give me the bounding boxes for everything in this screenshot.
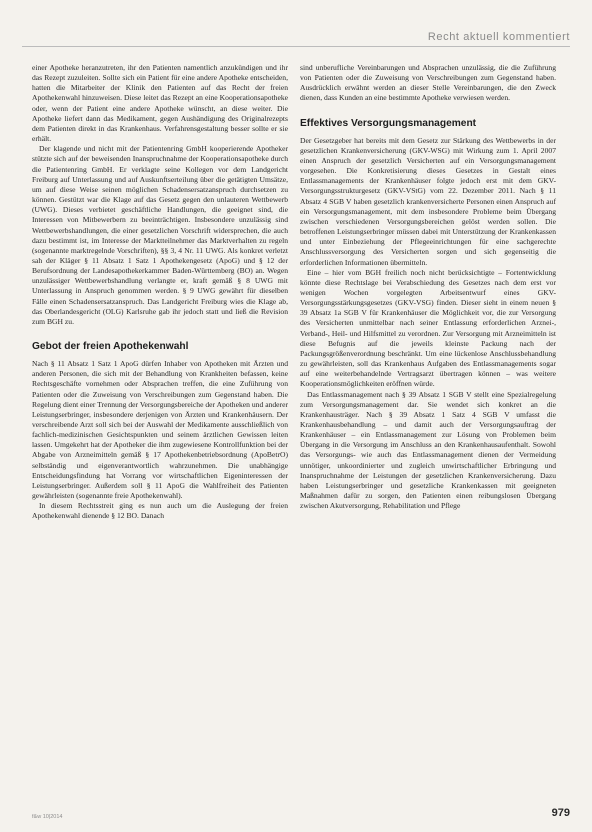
left-paragraph-1: einer Apotheke heranzutreten, ihr den Patienten namentlich anzukündigen und ihr das Rezept zuzuleiten. Sollte sich ein Patient für eine andere Apotheke entscheiden, hatten die Mitarbeiter der Klinik den Patienten auf das Recht der freien Apothekenwahl hinzuweisen. Diese leitet das Rezept an eine Kooperationsapotheke oder, wenn der Patient eine andere Apotheke wünscht, an diese weiter. Die Apotheke liefert dann das Medikament, gegen Aushändigung des Originalrezepts dem Patienten direkt in das Krankenhaus. Verfahrensgestaltung besser sollte er sie erhält.: [32, 63, 288, 144]
right-paragraph-4: Das Entlassmanagement nach § 39 Absatz 1 SGB V stellt eine Spezialregelung zum Versorgungsmanagement dar. Sie wendet sich konkret an die Krankenhausträger. Nach § 39 Absatz 1 Satz 4 SGB V umfasst die Krankenhausbehandlung – und damit auch der Versorgungsauftrag der Krankenhäuser – ein Entlassmanagement zur Lösung von Problemen beim Übergang in die Versorgung im Anschluss an den Krankenhausaufenthalt. Sowohl das Versorgungs- wie auch das Entlassmanagement dienen der Vermeidung unnötiger, unkoordinierter und zugleich unwirtschaftlicher Erbringung und Inanspruchnahme der Leistungen der gesetzlichen Krankenversicherung. Dazu haben Leistungserbringer und gesetzliche Krankenkassen mit geeigneten Maßnahmen dafür zu sorgen, den Patienten einen reibungslosen Übergang zwischen Akutversorgung, Rehabilitation und Pflege: [300, 389, 556, 511]
right-paragraph-2: Der Gesetzgeber hat bereits mit dem Gesetz zur Stärkung des Wettbewerbs in der gesetzlichen Krankenversicherung (GKV-WSG) mit Wirkung zum 1. April 2007 einen Anspruch der gesetzlich Versicherten auf ein Versorgungsmanagement vorgesehen. Die Konkretisierung dieses Gesetzes in Gestalt eines Entlassmanagements der Krankenhäuser folgte jedoch erst mit dem GKV-Versorgungsstrukturgesetz (GKV-VStG) vom 22. Dezember 2011. Nach § 11 Absatz 4 SGB V haben gesetzlich krankenversicherte Personen einen Anspruch auf ein Versorgungsmanagement, mit dem insbesondere Probleme beim Übergang zwischen verschiedenen Versorgungsbereichen gelöst werden sollen. Die betroffenen Leistungserbringer müssen dabei mit Unterstützung der Krankenkassen und unter Einbeziehung der Pflegeeinrichtungen für eine sachgerechte Anschlussversorgung des Versicherten sorgen und sich gegenseitig die erforderlichen Informationen übermitteln.: [300, 135, 556, 267]
page-number: 979: [551, 807, 570, 819]
left-section-heading: Gebot der freien Apothekenwahl: [32, 341, 189, 353]
section-label: Recht aktuell kommentiert: [427, 31, 570, 43]
journal-reference: f&w 10|2014: [32, 814, 63, 820]
right-section-heading: Effektives Versorgungsmanagement: [300, 117, 477, 129]
left-paragraph-2: Der klagende und nicht mit der Patientenring GmbH kooperierende Apotheker stützte sich auf der beweisenden Inanspruchnahme der Kooperationsapotheke durch die Patientenring GmbH. Er verklagte seine Kollegen vor dem Landgericht Freiburg auf Unterlassung und auf Auskunftserteilung über die getätigten Umsätze, um auf diese Weise seinen möglichen Schadensersatzanspruch durchsetzen zu können. Gestützt war die Klage auf das Gesetz gegen den unlauteren Wettbewerb (UWG). Dieses verbietet geschäftliche Handlungen, die geeignet sind, die Interessen von Mitbewerbern zu beeinträchtigen. Insbesondere unzulässig sind Wettbewerbshandlungen, die einer gesetzlichen Vorschrift widersprechen, die auch dazu bestimmt ist, im Interesse der Marktteilnehmer das Marktverhalten zu regeln (sogenannte marktregelnde Vorschriften), §§ 3, 4 Nr. 11 UWG. Als konkret verletzt sah der Kläger § 11 Absatz 1 Satz 1 Apothekengesetz (ApoG) und § 12 der Berufsordnung der Landesapothekerkammer Baden-Württemberg (BO) an. Wegen unzulässiger Wettbewerbshandlung verlangte er, kraft gemäß § 8 UWG mit Unterlassung in Anspruch genommen werden. § 9 UWG gewährt für dieselben Fälle einen Schadensersatzanspruch. Das Landgericht Freiburg wies die Klage ab, das Oberlandesgericht (OLG) Karlsruhe gab ihr jedoch statt und ließ die Revision zum BGH zu.: [32, 144, 288, 326]
left-paragraph-3: Nach § 11 Absatz 1 Satz 1 ApoG dürfen Inhaber von Apotheken mit Ärzten und anderen Personen, die sich mit der Behandlung von Krankheiten befassen, keine Rechtsgeschäfte vornehmen oder Absprachen treffen, die eine Zuführung von Patienten oder die Zuweisung von Verschreibungen zum Gegenstand haben. Die Regelung dient einer Trennung der Versorgungsbereiche der Apotheken und anderer Leistungserbringer, insbesondere derjenigen von Ärzten und Krankenhäusern. Der verschreibende Arzt soll sich bei der Auswahl der Medikamente ausschließlich von fachlich-medizinischen Gesichtspunkten und seinem ärztlichen Gewissen leiten lassen. Umgekehrt hat der Apotheker die ihm zugewiesene Kontrollfunktion bei der Abgabe von Arzneimitteln gemäß § 17 Apothekenbetriebsordnung (ApoBetrO) selbständig und eigenverantwortlich wahrzunehmen. Die unabhängige Entscheidungsfindung hat Vorrang vor wirtschaftlichen Eigeninteressen der Leistungserbringer. Außerdem soll § 11 ApoG die Wahlfreiheit des Patienten gewährleisten (sogenannte freie Apothekenwahl).: [32, 359, 288, 501]
page-header: [0, 0, 592, 52]
left-paragraph-4: In diesem Rechtsstreit ging es nun auch um die Auslegung der freien Apothekenwahl dienende § 12 BO. Danach: [32, 501, 288, 521]
right-column: [300, 63, 556, 511]
right-paragraph-3: Eine – hier vom BGH freilich noch nicht berücksichtigte – Fortentwicklung könnte diese Rechtslage bei Verabschiedung des Gesetzes nach dem erst vor wenigen Wochen vorgelegten Arbeitsentwurf eines GKV-Versorgungsstärkungsgesetzes (GKV-VSG) finden. Dieser sieht in einem neuen § 39 Absatz 1a SGB V für Krankenhäuser die Möglichkeit vor, die zur Versorgung des Versicherten unmittelbar nach seiner Entlassung erforderlichen Arznei-, Verband-, Heil- und Hilfsmittel zu verordnen. Zur Versorgung mit Arzneimitteln ist diese Befugnis auf die jeweils kleinste Packung nach der Packungsgrößenverordnung beschränkt. Um eine lückenlose Anschlussbehandlung zu gewährleisten, soll das Krankenhaus Aufgaben des Entlassmanagements sogar auf eine weiterbehandelnde Vertragsarzt übertragen können – was weitere Kooperationsmöglichkeiten eröffnen würde.: [300, 267, 556, 389]
right-paragraph-1: sind unberufliche Vereinbarungen und Absprachen unzulässig, die die Zuführung von Patienten oder die Zuweisung von Verschreibungen zum Gegenstand haben. Ausdrücklich erwähnt werden an dieser Stelle Vereinbarungen, die den Zweck dienen, dass Kunden an eine bestimmte Apotheke verwiesen werden.: [300, 63, 556, 103]
left-column: [32, 63, 288, 522]
header-rule: [22, 46, 570, 47]
